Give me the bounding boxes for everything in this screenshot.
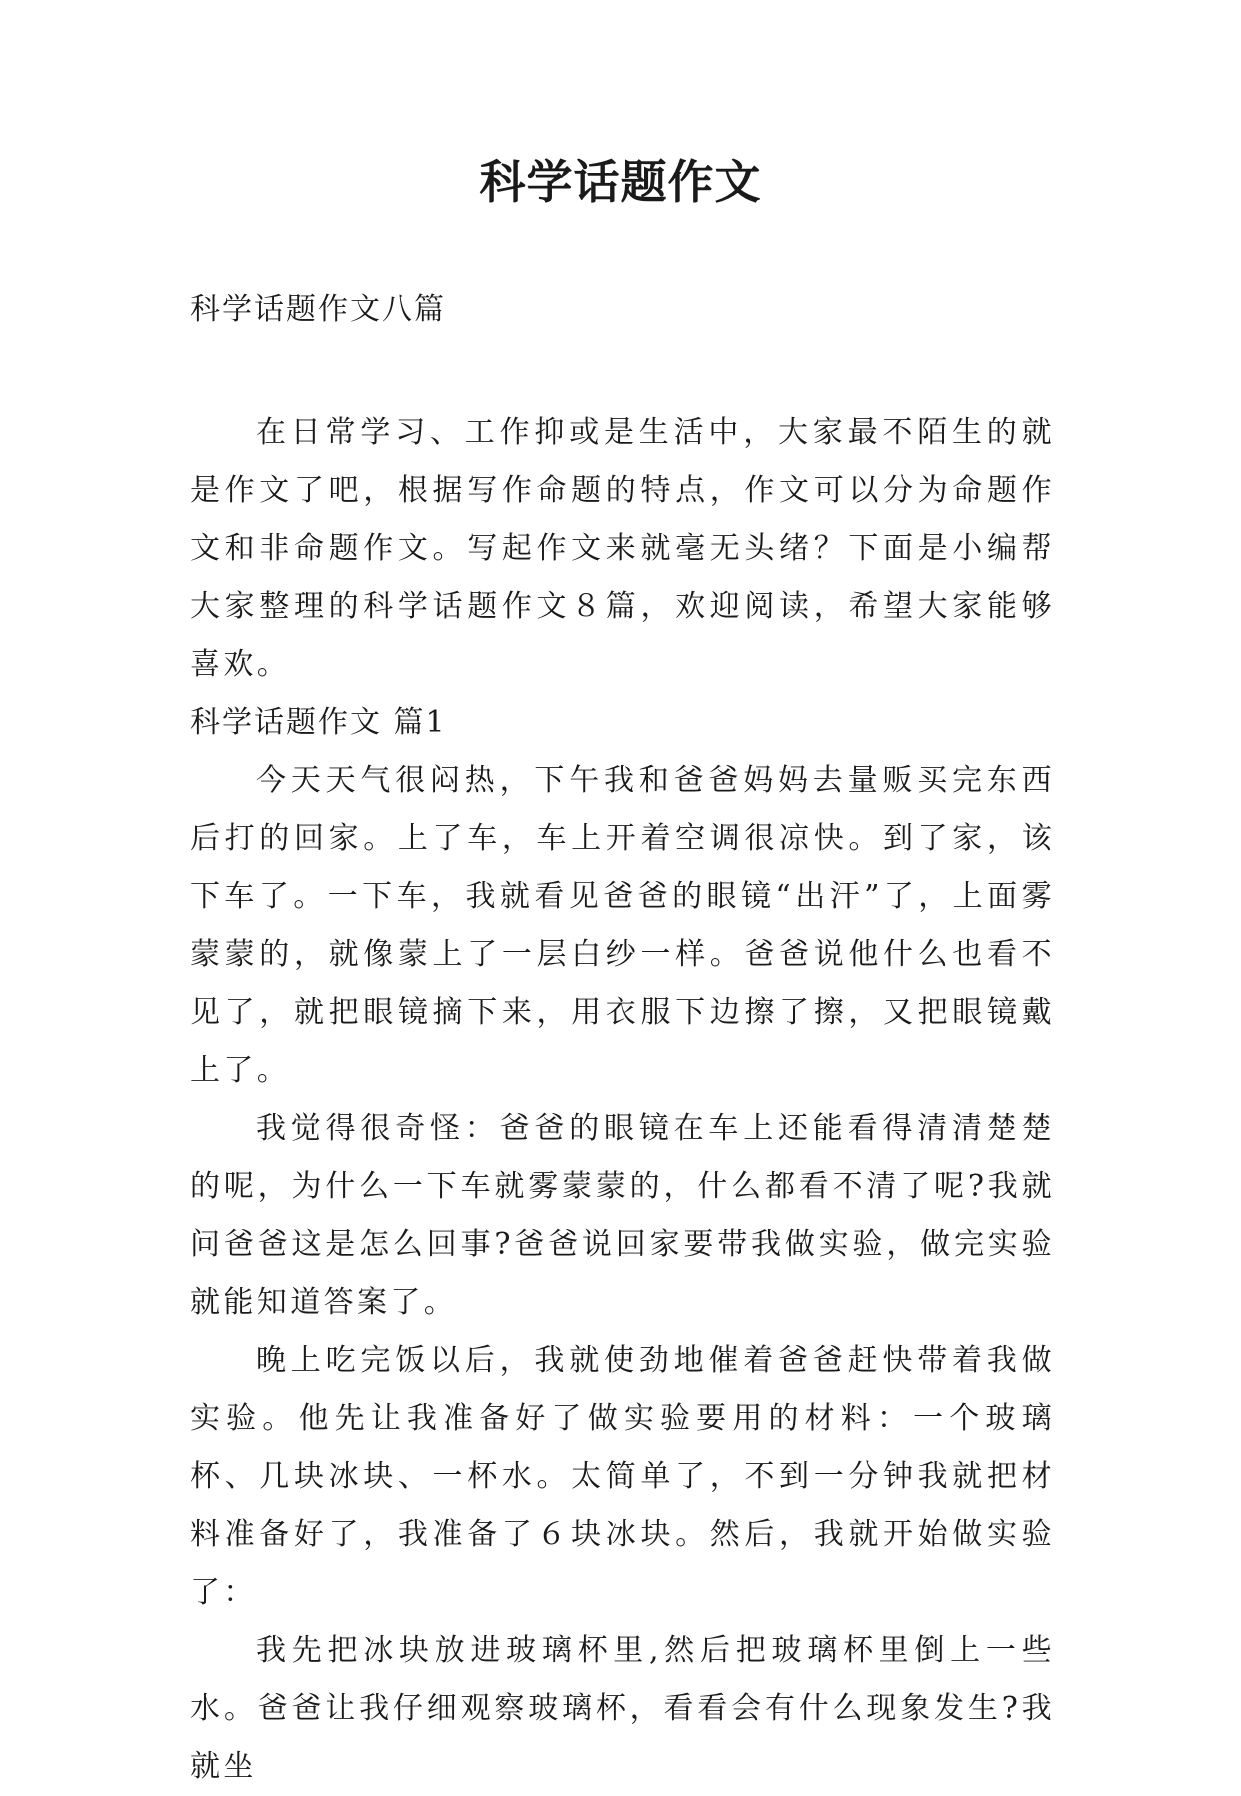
section-heading: 科学话题作文 篇1 [190, 705, 447, 740]
document-body [190, 404, 1055, 1796]
document-title: 科学话题作文 [479, 155, 762, 209]
body-paragraph: 我觉得很奇怪：爸爸的眼镜在车上还能看得清清楚楚的呢，为什么一下车就雾蒙蒙的，什么都看不清了呢?我就问爸爸这是怎么回事?爸爸说回家要带我做实验，做完实验就能知道答案了。 [190, 1111, 1055, 1320]
body-paragraph: 今天天气很闷热，下午我和爸爸妈妈去量贩买完东西后打的回家。上了车，车上开着空调很凉快。到了家，该下车了。一下车，我就看见爸爸的眼镜“出汗”了，上面雾蒙蒙的，就像蒙上了一层白纱一样。爸爸说他什么也看不见了，就把眼镜摘下来，用衣服下边擦了擦，又把眼镜戴上了。 [190, 763, 1055, 1088]
intro-paragraph: 在日常学习、工作抑或是生活中，大家最不陌生的就是作文了吧，根据写作命题的特点，作文可以分为命题作文和非命题作文。写起作文来就毫无头绪？下面是小编帮大家整理的科学话题作文８篇，欢迎阅读，希望大家能够喜欢。 [190, 415, 1055, 682]
body-paragraph: 我先把冰块放进玻璃杯里,然后把玻璃杯里倒上一些水。爸爸让我仔细观察玻璃杯，看看会有什么现象发生?我就坐 [190, 1633, 1055, 1784]
document-subtitle: 科学话题作文八篇 [190, 292, 446, 327]
body-paragraph: 晚上吃完饭以后，我就使劲地催着爸爸赶快带着我做实验。他先让我准备好了做实验要用的材料：一个玻璃杯、几块冰块、一杯水。太简单了，不到一分钟我就把材料准备好了，我准备了６块冰块。然后，我就开始做实验了： [190, 1343, 1055, 1610]
